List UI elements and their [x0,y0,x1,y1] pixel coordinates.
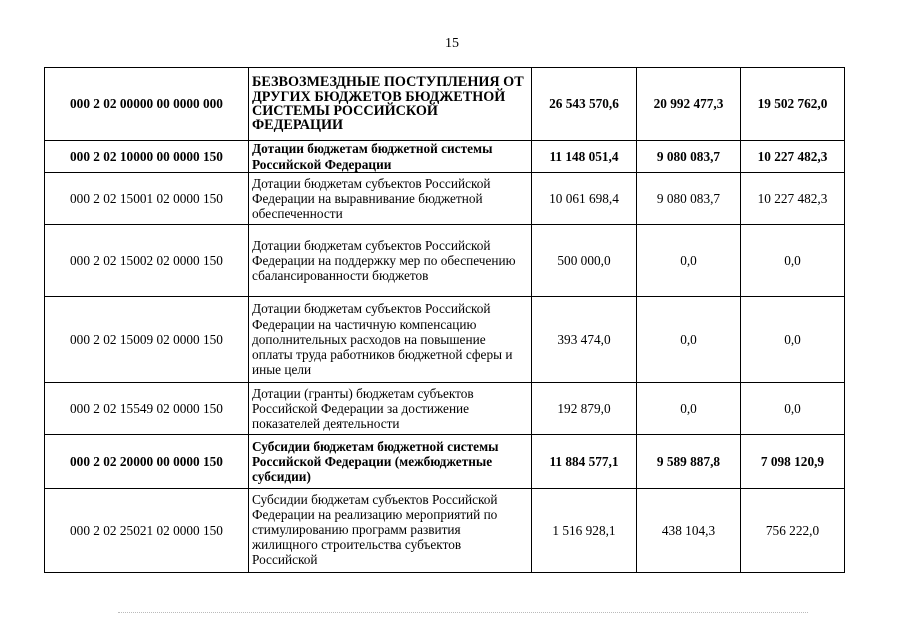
revenue-name-cell: Дотации бюджетам субъектов Российской Федерации на частичную компенсацию дополнительных расходов на повышение оплаты труда работников бюджетной сферы и иные цели [249,297,532,383]
amount-year2-cell: 9 589 887,8 [637,435,741,489]
table-row [45,297,845,383]
revenue-name-cell: Дотации бюджетам бюджетной системы Российской Федерации [249,141,532,173]
amount-year2-cell: 0,0 [637,225,741,297]
revenue-name-cell [249,489,532,573]
budget-code-cell: 000 2 02 15549 02 0000 150 [45,383,249,435]
amount-year3-cell: 756 222,0 [741,489,845,573]
amount-year3-cell: 19 502 762,0 [741,68,845,141]
table-row [45,225,845,297]
amount-year3-cell: 7 098 120,9 [741,435,845,489]
budget-code-cell: 000 2 02 15002 02 0000 150 [45,225,249,297]
budget-code-cell: 000 2 02 25021 02 0000 150 [45,489,249,573]
revenue-name-cell: Субсидии бюджетам бюджетной системы Российской Федерации (межбюджетные субсидии) [249,435,532,489]
amount-year1-cell: 10 061 698,4 [532,173,637,225]
amount-year2-cell: 0,0 [637,383,741,435]
budget-code-cell: 000 2 02 20000 00 0000 150 [45,435,249,489]
table-row [45,489,845,573]
amount-year1-cell: 26 543 570,6 [532,68,637,141]
budget-code-cell: 000 2 02 00000 00 0000 000 [45,68,249,141]
amount-year1-cell: 11 884 577,1 [532,435,637,489]
amount-year2-cell: 20 992 477,3 [637,68,741,141]
page-number: 15 [445,36,459,51]
amount-year3-cell: 0,0 [741,297,845,383]
amount-year3-cell: 10 227 482,3 [741,141,845,173]
budget-revenue-table [44,67,845,573]
revenue-name-cell: Дотации (гранты) бюджетам субъектов Российской Федерации за достижение показателей деятельности [249,383,532,435]
amount-year2-cell: 9 080 083,7 [637,141,741,173]
table-row [45,435,845,489]
amount-year1-cell: 500 000,0 [532,225,637,297]
revenue-name-cell: Дотации бюджетам субъектов Российской Федерации на выравнивание бюджетной обеспеченности [249,173,532,225]
revenue-name-cell: БЕЗВОЗМЕЗДНЫЕ ПОСТУПЛЕНИЯ ОТ ДРУГИХ БЮДЖЕТОВ БЮДЖЕТНОЙ СИСТЕМЫ РОССИЙСКОЙ ФЕДЕРАЦИИ [249,68,532,141]
table-row [45,173,845,225]
amount-year1-cell: 11 148 051,4 [532,141,637,173]
amount-year3-cell: 0,0 [741,225,845,297]
revenue-name-cell: Дотации бюджетам субъектов Российской Федерации на поддержку мер по обеспечению сбалансированности бюджетов [249,225,532,297]
table-row [45,141,845,173]
amount-year2-cell: 438 104,3 [637,489,741,573]
amount-year1-cell: 192 879,0 [532,383,637,435]
table-row [45,68,845,141]
amount-year1-cell: 393 474,0 [532,297,637,383]
page-bottom-rule [118,612,808,613]
budget-code-cell: 000 2 02 15009 02 0000 150 [45,297,249,383]
amount-year3-cell: 0,0 [741,383,845,435]
amount-year2-cell: 9 080 083,7 [637,173,741,225]
amount-year2-cell: 0,0 [637,297,741,383]
revenue-name-text: Субсидии бюджетам субъектов Российской Федерации на реализацию мероприятий по стимулированию программ развития жилищного строительства субъектов Российской [252,491,498,568]
table-row [45,383,845,435]
amount-year3-cell: 10 227 482,3 [741,173,845,225]
budget-code-cell: 000 2 02 15001 02 0000 150 [45,173,249,225]
budget-code-cell: 000 2 02 10000 00 0000 150 [45,141,249,173]
amount-year1-cell: 1 516 928,1 [532,489,637,573]
